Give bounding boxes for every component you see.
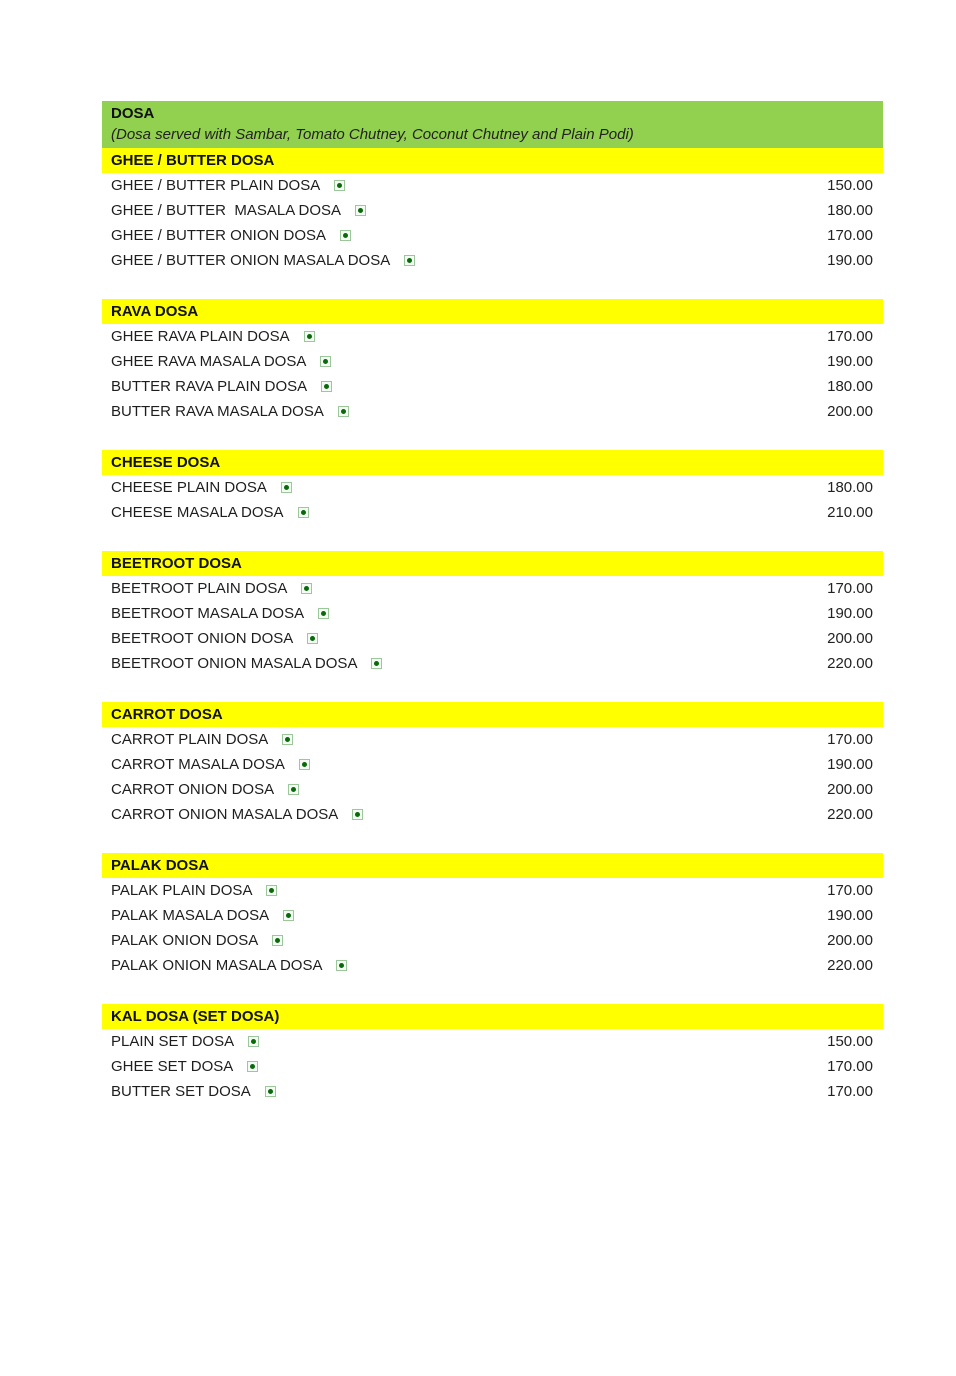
item-price: 150.00 xyxy=(827,177,873,194)
veg-icon xyxy=(320,356,331,367)
item-name: CHEESE MASALA DOSA xyxy=(111,504,284,521)
menu-section xyxy=(102,148,883,273)
menu-item-left xyxy=(111,932,283,949)
menu-item-left xyxy=(111,731,293,748)
veg-icon xyxy=(334,180,345,191)
menu-item-left xyxy=(111,630,318,647)
item-name: BEETROOT ONION DOSA xyxy=(111,630,294,647)
section-header: GHEE / BUTTER DOSA xyxy=(102,148,883,173)
item-name: BEETROOT PLAIN DOSA xyxy=(111,580,288,597)
section-header: BEETROOT DOSA xyxy=(102,551,883,576)
item-name: GHEE / BUTTER ONION DOSA xyxy=(111,227,327,244)
section-header: CHEESE DOSA xyxy=(102,450,883,475)
veg-icon xyxy=(338,406,349,417)
menu-item-left xyxy=(111,227,351,244)
menu-item xyxy=(102,1054,883,1079)
item-price: 190.00 xyxy=(827,907,873,924)
menu-item-left xyxy=(111,781,299,798)
menu-item-left xyxy=(111,1033,259,1050)
menu-sections xyxy=(102,148,883,1104)
menu-item-left xyxy=(111,756,310,773)
item-price: 150.00 xyxy=(827,1033,873,1050)
menu-section xyxy=(102,450,883,525)
menu-item-left xyxy=(111,605,329,622)
veg-icon xyxy=(404,255,415,266)
menu-item-left xyxy=(111,353,331,370)
menu-item xyxy=(102,626,883,651)
item-price: 190.00 xyxy=(827,353,873,370)
menu-item-left xyxy=(111,252,415,269)
item-name: PLAIN SET DOSA xyxy=(111,1033,235,1050)
menu-item xyxy=(102,223,883,248)
main-header xyxy=(102,101,883,148)
item-price: 170.00 xyxy=(827,580,873,597)
section-header: CARROT DOSA xyxy=(102,702,883,727)
menu-item xyxy=(102,651,883,676)
item-name: BUTTER RAVA PLAIN DOSA xyxy=(111,378,308,395)
menu-item xyxy=(102,1029,883,1054)
menu-item xyxy=(102,173,883,198)
menu-item xyxy=(102,475,883,500)
item-name: CARROT ONION MASALA DOSA xyxy=(111,806,339,823)
menu-section xyxy=(102,853,883,978)
menu-item xyxy=(102,802,883,827)
menu-item-left xyxy=(111,957,347,974)
menu-item-left xyxy=(111,328,315,345)
menu-item xyxy=(102,324,883,349)
menu-item-left xyxy=(111,882,277,899)
item-name: GHEE RAVA PLAIN DOSA xyxy=(111,328,290,345)
veg-icon xyxy=(247,1061,258,1072)
menu-item xyxy=(102,198,883,223)
item-name: BUTTER RAVA MASALA DOSA xyxy=(111,403,324,420)
menu-item-left xyxy=(111,580,312,597)
menu-item xyxy=(102,349,883,374)
item-name: CARROT PLAIN DOSA xyxy=(111,731,269,748)
item-name: CHEESE PLAIN DOSA xyxy=(111,479,267,496)
veg-icon xyxy=(265,1086,276,1097)
item-price: 210.00 xyxy=(827,504,873,521)
menu-item xyxy=(102,878,883,903)
veg-icon xyxy=(299,759,310,770)
item-name: CARROT ONION DOSA xyxy=(111,781,275,798)
item-name: PALAK ONION DOSA xyxy=(111,932,259,949)
veg-icon xyxy=(340,230,351,241)
veg-icon xyxy=(282,734,293,745)
menu-item-left xyxy=(111,479,292,496)
veg-icon xyxy=(318,608,329,619)
item-price: 220.00 xyxy=(827,957,873,974)
menu-section xyxy=(102,551,883,676)
veg-icon xyxy=(352,809,363,820)
veg-icon xyxy=(321,381,332,392)
item-name: GHEE SET DOSA xyxy=(111,1058,234,1075)
menu-item-left xyxy=(111,1058,258,1075)
menu-item-left xyxy=(111,907,294,924)
item-name: BUTTER SET DOSA xyxy=(111,1083,251,1100)
menu-item-left xyxy=(111,1083,276,1100)
veg-icon xyxy=(355,205,366,216)
item-name: GHEE RAVA MASALA DOSA xyxy=(111,353,307,370)
menu-item xyxy=(102,928,883,953)
item-price: 170.00 xyxy=(827,1083,873,1100)
item-price: 180.00 xyxy=(827,202,873,219)
veg-icon xyxy=(283,910,294,921)
item-name: BEETROOT ONION MASALA DOSA xyxy=(111,655,358,672)
veg-icon xyxy=(307,633,318,644)
menu-item xyxy=(102,777,883,802)
item-price: 170.00 xyxy=(827,1058,873,1075)
menu-subtitle: (Dosa served with Sambar, Tomato Chutney, Coconut Chutney and Plain Podi) xyxy=(111,126,634,143)
menu-item xyxy=(102,953,883,978)
item-name: GHEE / BUTTER MASALA DOSA xyxy=(111,202,342,219)
menu-item-left xyxy=(111,504,309,521)
item-name: GHEE / BUTTER PLAIN DOSA xyxy=(111,177,321,194)
section-header: PALAK DOSA xyxy=(102,853,883,878)
veg-icon xyxy=(288,784,299,795)
section-header: KAL DOSA (SET DOSA) xyxy=(102,1004,883,1029)
menu-item-left xyxy=(111,806,363,823)
menu-section xyxy=(102,1004,883,1104)
veg-icon xyxy=(248,1036,259,1047)
menu-item-left xyxy=(111,655,382,672)
veg-icon xyxy=(301,583,312,594)
menu-item-left xyxy=(111,378,332,395)
menu-item-left xyxy=(111,403,349,420)
menu-item xyxy=(102,248,883,273)
item-price: 200.00 xyxy=(827,932,873,949)
item-price: 170.00 xyxy=(827,227,873,244)
menu-item xyxy=(102,601,883,626)
item-name: CARROT MASALA DOSA xyxy=(111,756,285,773)
item-name: PALAK PLAIN DOSA xyxy=(111,882,253,899)
veg-icon xyxy=(272,935,283,946)
item-name: PALAK MASALA DOSA xyxy=(111,907,270,924)
veg-icon xyxy=(298,507,309,518)
item-price: 190.00 xyxy=(827,756,873,773)
item-price: 200.00 xyxy=(827,781,873,798)
menu-item xyxy=(102,903,883,928)
menu-page xyxy=(102,101,883,1104)
item-price: 190.00 xyxy=(827,605,873,622)
veg-icon xyxy=(281,482,292,493)
menu-item-left xyxy=(111,202,366,219)
menu-item xyxy=(102,374,883,399)
item-price: 220.00 xyxy=(827,806,873,823)
item-name: GHEE / BUTTER ONION MASALA DOSA xyxy=(111,252,391,269)
item-price: 170.00 xyxy=(827,731,873,748)
item-price: 200.00 xyxy=(827,403,873,420)
item-price: 170.00 xyxy=(827,328,873,345)
item-name: BEETROOT MASALA DOSA xyxy=(111,605,305,622)
veg-icon xyxy=(304,331,315,342)
menu-item xyxy=(102,727,883,752)
item-price: 180.00 xyxy=(827,479,873,496)
menu-item xyxy=(102,752,883,777)
item-price: 180.00 xyxy=(827,378,873,395)
item-price: 190.00 xyxy=(827,252,873,269)
item-name: PALAK ONION MASALA DOSA xyxy=(111,957,323,974)
menu-item xyxy=(102,576,883,601)
veg-icon xyxy=(266,885,277,896)
menu-item-left xyxy=(111,177,345,194)
item-price: 170.00 xyxy=(827,882,873,899)
menu-item xyxy=(102,1079,883,1104)
menu-item xyxy=(102,500,883,525)
veg-icon xyxy=(371,658,382,669)
menu-section xyxy=(102,702,883,827)
section-header: RAVA DOSA xyxy=(102,299,883,324)
menu-title: DOSA xyxy=(111,105,155,122)
veg-icon xyxy=(336,960,347,971)
menu-section xyxy=(102,299,883,424)
item-price: 220.00 xyxy=(827,655,873,672)
menu-item xyxy=(102,399,883,424)
item-price: 200.00 xyxy=(827,630,873,647)
